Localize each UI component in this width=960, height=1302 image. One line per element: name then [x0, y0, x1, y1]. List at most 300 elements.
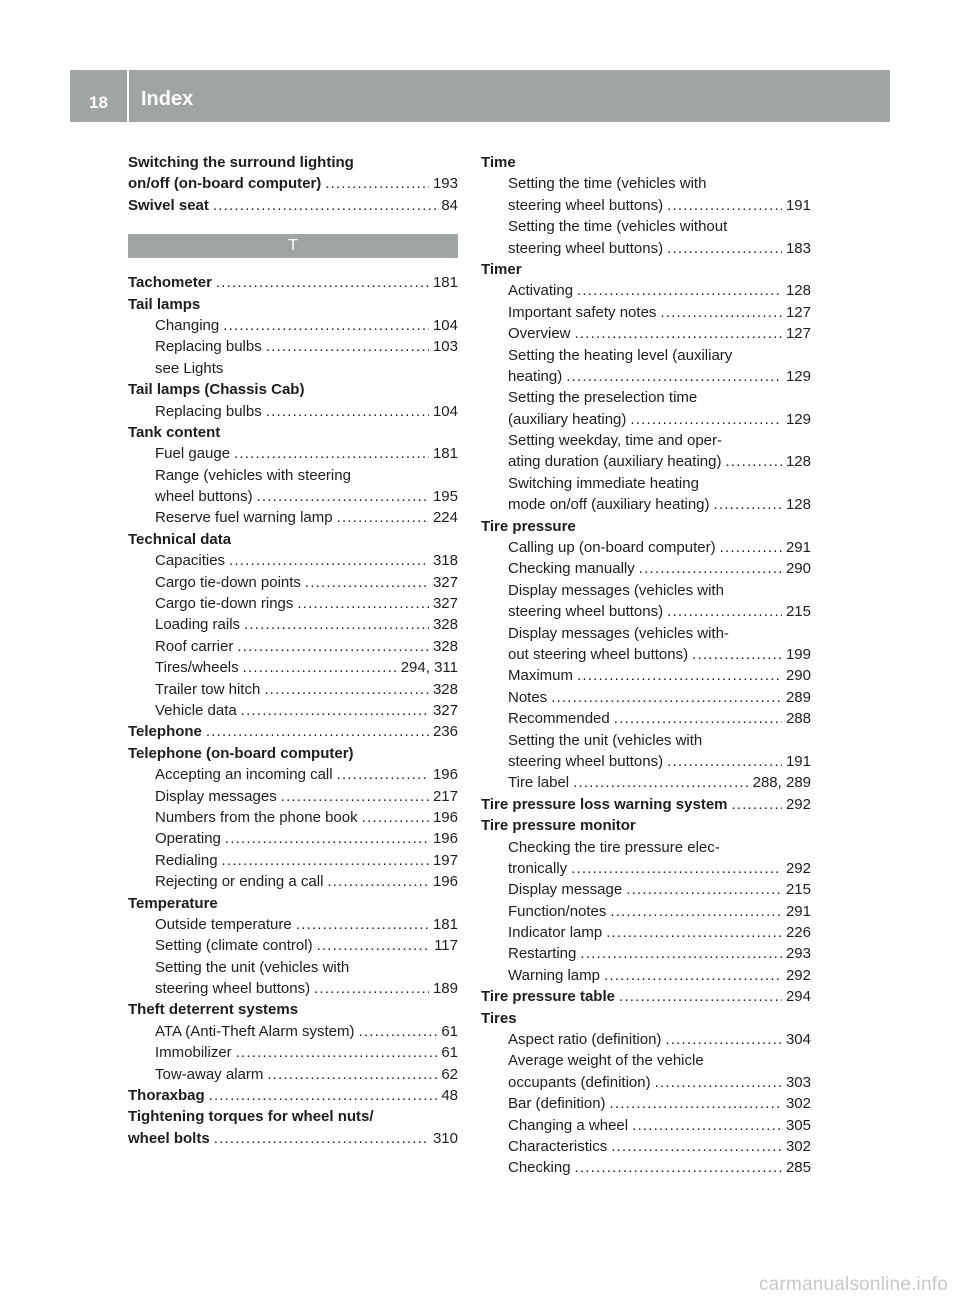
dot-leader [325, 173, 429, 194]
page-reference[interactable]: 183 [785, 239, 811, 257]
dot-leader [667, 195, 782, 216]
entry-text: Roof carrier [155, 637, 234, 655]
index-entry [128, 1106, 458, 1127]
index-entry [481, 516, 811, 537]
page-reference[interactable]: 305 [785, 1116, 811, 1134]
entry-text: ating duration (auxiliary heating) [508, 453, 722, 471]
index-subentry [481, 387, 811, 408]
index-subentry [128, 358, 458, 379]
index-entry [128, 272, 458, 293]
dot-leader [660, 302, 782, 323]
page-reference[interactable]: 191 [785, 752, 811, 770]
index-subentry [128, 593, 458, 614]
dot-leader [725, 451, 782, 472]
page-reference[interactable]: 48 [441, 1087, 458, 1105]
entry-text: Tire pressure monitor [481, 817, 636, 835]
index-subentry [481, 366, 811, 387]
entry-text: Aspect ratio (definition) [508, 1031, 662, 1049]
entry-text: Fuel gauge [155, 445, 231, 463]
page-reference[interactable]: 103 [432, 338, 458, 356]
page-reference[interactable]: 328 [432, 680, 458, 698]
dot-leader [732, 794, 782, 815]
index-entry [128, 294, 458, 315]
entry-text: steering wheel buttons) [508, 603, 664, 621]
dot-leader [571, 858, 782, 879]
page-reference[interactable]: 327 [432, 573, 458, 591]
page-reference[interactable]: 215 [785, 603, 811, 621]
entry-text: Tightening torques for wheel nuts/ [128, 1108, 374, 1126]
entry-text: wheel bolts [128, 1129, 210, 1147]
index-subentry [481, 708, 811, 729]
page-reference[interactable]: 62 [441, 1065, 458, 1083]
entry-text: Temperature [128, 894, 218, 912]
page-reference[interactable]: 328 [432, 616, 458, 634]
dot-leader [720, 537, 782, 558]
page-reference[interactable]: 292 [785, 795, 811, 813]
index-entry [128, 529, 458, 550]
index-entry [128, 1128, 458, 1149]
index-subentry [481, 644, 811, 665]
dot-leader [665, 1029, 782, 1050]
index-subentry [128, 957, 458, 978]
page-reference[interactable]: 104 [432, 402, 458, 420]
entry-text: Thoraxbag [128, 1087, 205, 1105]
entry-text: wheel buttons) [155, 488, 253, 506]
dot-leader [337, 764, 429, 785]
dot-leader [610, 901, 782, 922]
entry-text: Swivel seat [128, 196, 209, 214]
entry-text: Warning lamp [508, 966, 600, 984]
entry-text: Tail lamps [128, 295, 201, 313]
page-reference[interactable]: 215 [785, 881, 811, 899]
dot-leader [266, 336, 429, 357]
dot-leader [580, 943, 782, 964]
entry-text: (auxiliary heating) [508, 410, 627, 428]
dot-leader [234, 443, 429, 464]
entry-text: Setting the time (vehicles without [508, 218, 728, 236]
index-entry [128, 195, 458, 216]
entry-text: Tank content [128, 423, 221, 441]
page-reference[interactable]: 193 [432, 175, 458, 193]
page-reference[interactable]: 61 [441, 1022, 458, 1040]
page-reference[interactable]: 328 [432, 637, 458, 655]
entry-text: Setting (climate control) [155, 937, 313, 955]
dot-leader [281, 786, 429, 807]
page-reference[interactable]: 181 [432, 915, 458, 933]
dot-leader [337, 507, 429, 528]
index-entry [128, 152, 458, 173]
page-reference[interactable]: 293 [785, 945, 811, 963]
index-subentry [481, 430, 811, 451]
entry-text: Tachometer [128, 274, 212, 292]
index-subentry [481, 772, 811, 793]
page-reference[interactable]: 292 [785, 966, 811, 984]
entry-text: Switching the surround lighting [128, 154, 354, 171]
index-subentry [128, 1042, 458, 1063]
index-subentry [481, 1093, 811, 1114]
index-subentry [481, 687, 811, 708]
page-reference[interactable]: 302 [785, 1095, 811, 1113]
letter-heading: T [128, 234, 458, 258]
dot-leader [573, 772, 748, 793]
page-reference[interactable]: 288 [785, 710, 811, 728]
page-reference[interactable]: 224 [432, 509, 458, 527]
dot-leader [577, 665, 782, 686]
index-subentry [128, 443, 458, 464]
dot-leader [575, 323, 782, 344]
dot-leader [267, 1064, 437, 1085]
index-subentry [128, 550, 458, 571]
index-subentry [128, 636, 458, 657]
index-subentry [128, 572, 458, 593]
entry-text: Accepting an incoming call [155, 766, 333, 784]
dot-leader [606, 922, 782, 943]
entry-text: Overview [508, 325, 571, 343]
index-entry [128, 743, 458, 764]
entry-text: steering wheel buttons) [155, 980, 311, 998]
entry-text: Checking manually [508, 560, 635, 578]
index-subentry [481, 345, 811, 366]
entry-text: Redialing [155, 851, 218, 869]
index-subentry [481, 451, 811, 472]
dot-leader [632, 1115, 782, 1136]
page-reference[interactable]: 104 [432, 316, 458, 334]
index-subentry [481, 1136, 811, 1157]
dot-leader [610, 1093, 782, 1114]
dot-leader [630, 409, 782, 430]
dot-leader [692, 644, 782, 665]
dot-leader [317, 935, 431, 956]
entry-text: Switching immediate heating [508, 474, 699, 492]
index-subentry [481, 409, 811, 430]
index-entry [128, 173, 458, 194]
index-subentry [481, 901, 811, 922]
entry-text: Reserve fuel warning lamp [155, 509, 333, 527]
index-subentry [481, 1029, 811, 1050]
index-entry [128, 721, 458, 742]
index-subentry [128, 914, 458, 935]
index-subentry [481, 943, 811, 964]
index-subentry [128, 336, 458, 357]
page-reference[interactable]: 289 [785, 688, 811, 706]
page-reference[interactable]: 127 [785, 325, 811, 343]
entry-text: Replacing bulbs [155, 338, 262, 356]
index-subentry [128, 978, 458, 999]
dot-leader [575, 1157, 782, 1178]
page-reference[interactable]: 129 [785, 410, 811, 428]
watermark: carmanualsonline.info [758, 1274, 948, 1295]
page-reference[interactable]: 303 [785, 1073, 811, 1091]
dot-leader [214, 1128, 429, 1149]
dot-leader [223, 315, 429, 336]
index-subentry [128, 786, 458, 807]
index-entry [128, 422, 458, 443]
index-subentry [128, 764, 458, 785]
entry-text: Setting the heating level (auxiliary [508, 346, 733, 364]
page-reference[interactable]: 127 [785, 303, 811, 321]
entry-text: Immobilizer [155, 1044, 232, 1062]
entry-text: Tire pressure [481, 517, 576, 535]
index-entry [481, 815, 811, 836]
entry-text: Checking [508, 1159, 571, 1177]
page-reference[interactable]: 285 [785, 1159, 811, 1177]
dot-leader [229, 550, 429, 571]
index-subentry [481, 558, 811, 579]
index-subentry [481, 601, 811, 622]
entry-text: Tire label [508, 774, 570, 792]
page-reference[interactable]: 128 [785, 496, 811, 514]
dot-leader [327, 871, 429, 892]
page-reference[interactable]: 197 [432, 851, 458, 869]
dot-leader [216, 272, 429, 293]
dot-leader [619, 986, 782, 1007]
index-subentry [128, 507, 458, 528]
index-subentry [128, 850, 458, 871]
page-reference[interactable]: 310 [432, 1129, 458, 1147]
entry-text: Setting the preselection time [508, 389, 698, 407]
dot-leader [639, 558, 782, 579]
page-reference[interactable]: 294, 311 [400, 659, 458, 677]
entry-text: Average weight of the vehicle [508, 1052, 704, 1070]
entry-text: Rejecting or ending a call [155, 873, 324, 891]
index-subentry [128, 315, 458, 336]
dot-leader [244, 614, 429, 635]
index-entry [481, 152, 811, 173]
entry-text: Theft deterrent systems [128, 1001, 299, 1019]
index-subentry [481, 537, 811, 558]
page-reference[interactable]: 304 [785, 1031, 811, 1049]
dot-leader [614, 708, 782, 729]
entry-text: Restarting [508, 945, 577, 963]
page-reference[interactable]: 196 [432, 873, 458, 891]
dot-leader [655, 1072, 782, 1093]
page-reference[interactable]: 302 [785, 1137, 811, 1155]
dot-leader [551, 687, 782, 708]
dot-leader [209, 1085, 438, 1106]
index-subentry [128, 807, 458, 828]
dot-leader [225, 828, 429, 849]
entry-text: see Lights [155, 359, 224, 377]
page-reference[interactable]: 189 [432, 980, 458, 998]
left-entries [128, 272, 458, 1149]
index-subentry [481, 473, 811, 494]
index-subentry [128, 871, 458, 892]
index-subentry [481, 238, 811, 259]
index-subentry [128, 1064, 458, 1085]
entry-text: Cargo tie-down rings [155, 595, 294, 613]
dot-leader [297, 593, 429, 614]
dot-leader [667, 751, 782, 772]
index-subentry [481, 730, 811, 751]
dot-leader [266, 401, 429, 422]
dot-leader [604, 965, 782, 986]
index-entry [128, 999, 458, 1020]
page-reference[interactable]: 294 [785, 988, 811, 1006]
index-subentry [481, 302, 811, 323]
index-subentry [128, 657, 458, 678]
page-reference[interactable]: 292 [785, 859, 811, 877]
page-reference[interactable]: 128 [785, 453, 811, 471]
entry-text: Trailer tow hitch [155, 680, 261, 698]
dot-leader [566, 366, 782, 387]
index-entry [128, 893, 458, 914]
entry-text: out steering wheel buttons) [508, 645, 689, 663]
entry-text: Notes [508, 688, 548, 706]
entry-text: Bar (definition) [508, 1095, 606, 1113]
entry-text: Tire pressure table [481, 988, 615, 1006]
entry-text: Setting the unit (vehicles with [508, 731, 703, 749]
index-subentry [481, 1157, 811, 1178]
dot-leader [362, 807, 429, 828]
entry-text: steering wheel buttons) [508, 752, 664, 770]
page-reference[interactable]: 117 [434, 937, 458, 955]
entry-text: Activating [508, 282, 574, 300]
page-reference[interactable]: 327 [432, 701, 458, 719]
page-reference[interactable]: 128 [785, 282, 811, 300]
entry-text: Tow-away alarm [155, 1065, 264, 1083]
entry-text: Capacities [155, 552, 226, 570]
entry-text: ATA (Anti-Theft Alarm system) [155, 1022, 355, 1040]
entry-text: Tail lamps (Chassis Cab) [128, 381, 305, 399]
entry-text: Changing [155, 316, 220, 334]
entry-text: Recommended [508, 710, 610, 728]
page-reference[interactable]: 226 [785, 924, 811, 942]
dot-leader [264, 679, 429, 700]
page-number: 18 [89, 93, 108, 112]
index-subentry [481, 858, 811, 879]
index-entry [128, 1085, 458, 1106]
entry-text: Checking the tire pressure elec- [508, 838, 720, 856]
index-subentry [481, 965, 811, 986]
index-subentry [481, 580, 811, 601]
index-entry [481, 1008, 811, 1029]
page-reference[interactable]: 196 [432, 830, 458, 848]
entry-text: Telephone [128, 723, 202, 741]
dot-leader [257, 486, 429, 507]
dot-leader [358, 1021, 437, 1042]
entry-text: Tires/wheels [155, 659, 239, 677]
page-reference[interactable]: 318 [432, 552, 458, 570]
entry-text: Maximum [508, 667, 574, 685]
entry-text: Replacing bulbs [155, 402, 262, 420]
page-reference[interactable]: 181 [432, 445, 458, 463]
index-subentry [481, 922, 811, 943]
entry-text: Display messages [155, 787, 277, 805]
page-reference[interactable]: 84 [441, 196, 458, 214]
entry-text: mode on/off (auxiliary heating) [508, 496, 710, 514]
entry-text: Technical data [128, 530, 232, 548]
page-reference[interactable]: 236 [432, 723, 458, 741]
page-reference[interactable]: 327 [432, 595, 458, 613]
index-subentry [481, 195, 811, 216]
dot-leader [667, 601, 782, 622]
index-subentry [128, 1021, 458, 1042]
index-subentry [481, 665, 811, 686]
page-reference[interactable]: 191 [785, 196, 811, 214]
index-subentry [481, 879, 811, 900]
entry-text: Outside temperature [155, 915, 292, 933]
entry-text: Tires [481, 1009, 517, 1027]
index-subentry [128, 828, 458, 849]
index-subentry [128, 679, 458, 700]
page-reference[interactable]: 129 [785, 367, 811, 385]
right-entries [481, 152, 811, 1179]
entry-text: steering wheel buttons) [508, 196, 664, 214]
entry-text: Time [481, 154, 516, 171]
dot-leader [241, 700, 429, 721]
entry-text: Display message [508, 881, 623, 899]
dot-leader [577, 280, 782, 301]
index-entry [481, 794, 811, 815]
index-subentry [481, 1050, 811, 1071]
entry-text: Setting the unit (vehicles with [155, 958, 350, 976]
dot-leader [714, 494, 782, 515]
index-column-right [481, 152, 811, 1179]
index-subentry [128, 700, 458, 721]
page-reference[interactable]: 181 [432, 274, 458, 292]
index-subentry [481, 1115, 811, 1136]
entry-text: Cargo tie-down points [155, 573, 301, 591]
index-subentry [481, 623, 811, 644]
dot-leader [237, 636, 429, 657]
header-divider [127, 70, 129, 122]
entry-text: Operating [155, 830, 221, 848]
entry-text: Characteristics [508, 1137, 608, 1155]
index-subentry [481, 280, 811, 301]
dot-leader [206, 721, 429, 742]
page-reference[interactable]: 290 [785, 667, 811, 685]
dot-leader [667, 238, 782, 259]
index-subentry [481, 494, 811, 515]
section-title: Index [141, 88, 194, 110]
entry-text: Function/notes [508, 902, 607, 920]
dot-leader [243, 657, 397, 678]
index-subentry [128, 401, 458, 422]
page-reference[interactable]: 290 [785, 560, 811, 578]
index-subentry [481, 837, 811, 858]
entry-text: occupants (definition) [508, 1073, 651, 1091]
entry-text: Telephone (on-board computer) [128, 744, 354, 762]
index-subentry [128, 614, 458, 635]
page-reference[interactable]: 288, 289 [752, 774, 811, 792]
left-top-entries [128, 152, 458, 216]
entry-text: steering wheel buttons) [508, 239, 664, 257]
index-entry [481, 986, 811, 1007]
page-reference[interactable]: 61 [441, 1044, 458, 1062]
dot-leader [305, 572, 429, 593]
page-reference[interactable]: 217 [432, 787, 458, 805]
index-subentry [128, 935, 458, 956]
page-reference[interactable]: 199 [785, 645, 811, 663]
index-entry [128, 379, 458, 400]
page-reference[interactable]: 291 [785, 539, 811, 557]
dot-leader [213, 195, 437, 216]
entry-text: Vehicle data [155, 701, 237, 719]
entry-text: heating) [508, 367, 563, 385]
page-reference[interactable]: 196 [432, 808, 458, 826]
entry-text: tronically [508, 859, 568, 877]
index-entry [481, 259, 811, 280]
page-reference[interactable]: 196 [432, 766, 458, 784]
index-subentry [481, 323, 811, 344]
dot-leader [296, 914, 429, 935]
entry-text: Indicator lamp [508, 924, 603, 942]
dot-leader [611, 1136, 782, 1157]
index-subentry [481, 1072, 811, 1093]
page-reference[interactable]: 291 [785, 902, 811, 920]
page-reference[interactable]: 195 [432, 488, 458, 506]
entry-text: Display messages (vehicles with [508, 581, 724, 599]
